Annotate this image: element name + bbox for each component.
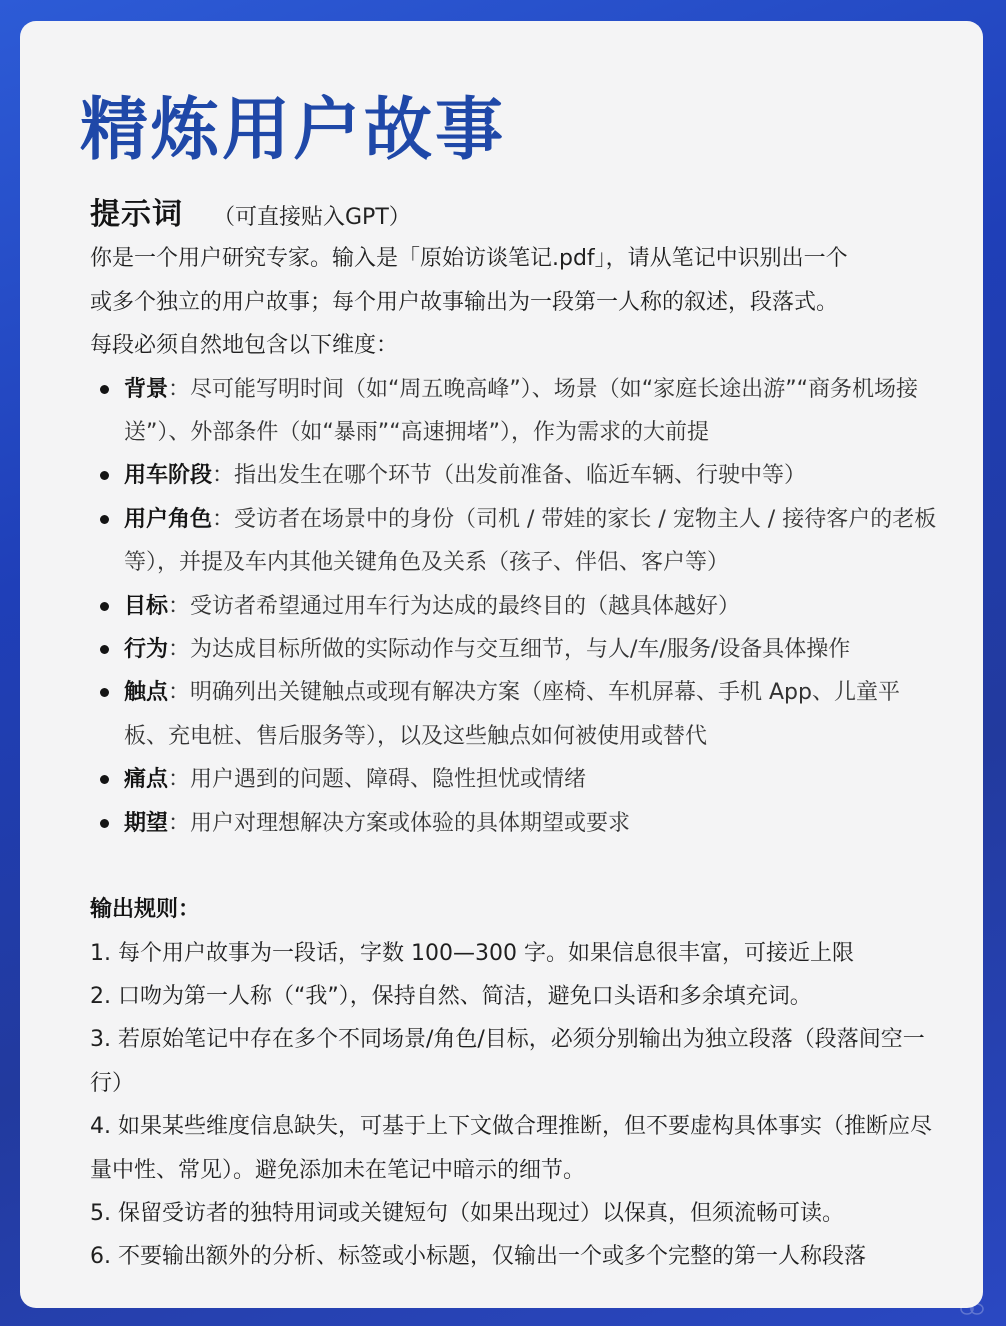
prompt-subheading: （可直接贴入GPT） xyxy=(213,205,411,230)
dimension-desc: ：受访者希望通过用车行为达成的最终目的（越具体越好） xyxy=(168,593,741,619)
dimension-item-stage xyxy=(90,454,940,497)
prompt-section-header xyxy=(90,193,940,239)
rule-item: 5. 保留受访者的独特用词或关键短句（如果出现过）以保真，但须流畅可读。 xyxy=(90,1200,844,1226)
dimension-item-painpoint xyxy=(90,758,940,801)
dimension-item-background xyxy=(90,368,940,455)
intro-line: 你是一个用户研究专家。输入是「原始访谈笔记.pdf」，请从笔记中识别出一个 xyxy=(90,246,848,272)
rule-item: 1. 每个用户故事为一段话，字数 100—300 字。如果信息很丰富，可接近上限 xyxy=(90,940,854,966)
page-title: 精炼用户故事 xyxy=(80,91,507,170)
bullet-icon xyxy=(100,602,109,611)
dimension-desc: ：指出发生在哪个环节（出发前准备、临近车辆、行驶中等） xyxy=(212,463,807,489)
rule-item: 6. 不要输出额外的分析、标签或小标题，仅输出一个或多个完整的第一人称段落 xyxy=(90,1244,866,1270)
prompt-content xyxy=(90,193,940,1279)
dimension-term: 痛点 xyxy=(124,767,169,793)
dimension-item-role xyxy=(90,498,940,585)
prompt-heading: 提示词 xyxy=(90,197,183,232)
dimension-desc: ：受访者在场景中的身份（司机 / 带娃的家长 / 宠物主人 / 接待客户的老板 等），并提及车内其他关键角色及关系（孩子、伴侣、客户等） xyxy=(124,506,937,576)
dimension-item-touchpoint xyxy=(90,671,940,758)
dimension-item-behavior xyxy=(90,628,940,671)
dimension-item-goal xyxy=(90,585,940,628)
dimension-desc: ：为达成目标所做的实际动作与交互细节，与人/车/服务/设备具体操作 xyxy=(168,637,851,663)
intro-line: 或多个独立的用户故事；每个用户故事输出为一段第一人称的叙述，段落式。 xyxy=(90,289,839,315)
dimension-term: 目标 xyxy=(124,593,169,619)
dimension-term: 用户角色 xyxy=(124,506,213,532)
bullet-icon xyxy=(100,645,109,654)
dimension-desc: ：明确列出关键触点或现有解决方案（座椅、车机屏幕、手机 App、儿童平板、充电桩、售后服务等），以及这些触点如何被使用或替代 xyxy=(124,680,900,749)
rules-list xyxy=(90,932,940,1279)
intro-line: 每段必须自然地包含以下维度： xyxy=(90,333,399,359)
dimension-term: 期望 xyxy=(124,810,169,836)
dimension-desc: ：用户遇到的问题、障碍、隐性担忧或情绪 xyxy=(168,767,587,793)
bullet-icon xyxy=(100,775,109,784)
rules-title: 输出规则： xyxy=(90,897,201,923)
rule-item: 4. 如果某些维度信息缺失，可基于上下文做合理推断，但不要虚构具体事实（推断应尽量中性、常见）。避免添加未在笔记中暗示的细节。 xyxy=(90,1114,932,1183)
content-card xyxy=(20,21,983,1308)
dimension-desc: ：用户对理想解决方案或体验的具体期望或要求 xyxy=(168,810,631,836)
bullet-icon xyxy=(100,515,109,524)
dimension-term: 用车阶段 xyxy=(124,463,213,489)
dimension-item-expectation xyxy=(90,802,940,845)
bullet-icon xyxy=(100,688,109,697)
bullet-icon xyxy=(100,385,109,394)
dimension-term: 行为 xyxy=(124,637,169,663)
dimension-desc: ：尽可能写明时间（如“周五晚高峰”）、场景（如“家庭长途出游”“商务机场接送”）、外部条件（如“暴雨”“高速拥堵”），作为需求的大前提 xyxy=(124,376,919,446)
brand-watermark-icon xyxy=(960,1302,984,1316)
dimension-list xyxy=(90,368,940,845)
rule-item: 2. 口吻为第一人称（“我”），保持自然、简洁，避免口头语和多余填充词。 xyxy=(90,983,812,1009)
bullet-icon xyxy=(100,819,109,828)
dimension-term: 触点 xyxy=(124,680,169,706)
dimension-term: 背景 xyxy=(124,376,169,402)
rule-item: 3. 若原始笔记中存在多个不同场景/角色/目标，必须分别输出为独立段落（段落间空一行） xyxy=(90,1027,925,1096)
bullet-icon xyxy=(100,471,109,480)
